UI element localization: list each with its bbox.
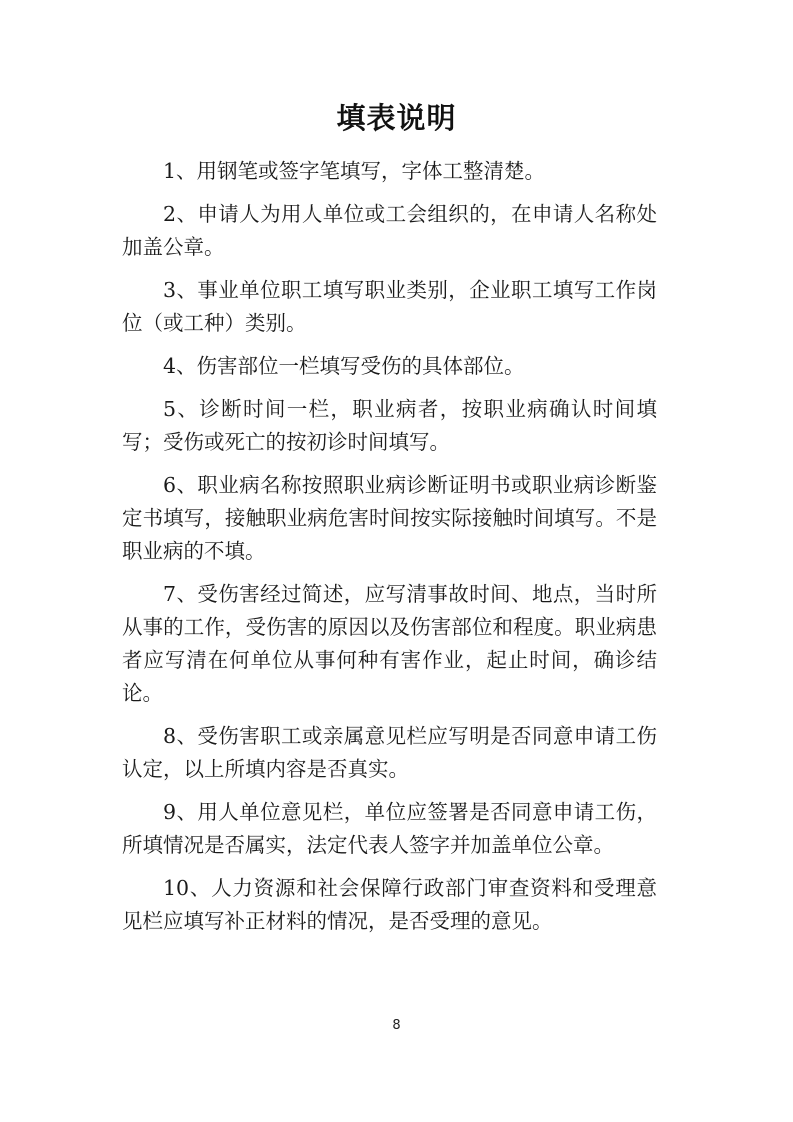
instruction-item-8: 8、受伤害职工或亲属意见栏应写明是否同意申请工伤认定，以上所填内容是否真实。 [122, 724, 657, 781]
instruction-item-2: 2、申请人为用人单位或工会组织的，在申请人名称处加盖公章。 [122, 202, 657, 259]
instruction-item-4: 4、伤害部位一栏填写受伤的具体部位。 [163, 354, 525, 378]
instructions-body [122, 155, 657, 948]
page-number: 8 [392, 1018, 401, 1033]
instruction-item-3: 3、事业单位职工填写职业类别，企业职工填写工作岗位（或工种）类别。 [122, 278, 657, 335]
instruction-item-1: 1、用钢笔或签字笔填写，字体工整清楚。 [163, 159, 546, 183]
instruction-item-9: 9、用人单位意见栏，单位应签署是否同意申请工伤，所填情况是否属实，法定代表人签字并加盖单位公章。 [122, 800, 657, 857]
instruction-item-6: 6、职业病名称按照职业病诊断证明书或职业病诊断鉴定书填写，接触职业病危害时间按实际接触时间填写。不是职业病的不填。 [122, 473, 657, 563]
instruction-item-7: 7、受伤害经过简述，应写清事故时间、地点，当时所从事的工作，受伤害的原因以及伤害部位和程度。职业病患者应写清在何单位从事何种有害作业，起止时间，确诊结论。 [122, 582, 657, 705]
page-title: 填表说明 [336, 101, 457, 135]
instruction-item-5: 5、诊断时间一栏，职业病者，按职业病确认时间填写；受伤或死亡的按初诊时间填写。 [122, 397, 657, 454]
instruction-item-10: 10、人力资源和社会保障行政部门审查资料和受理意见栏应填写补正材料的情况，是否受理的意见。 [122, 876, 657, 933]
